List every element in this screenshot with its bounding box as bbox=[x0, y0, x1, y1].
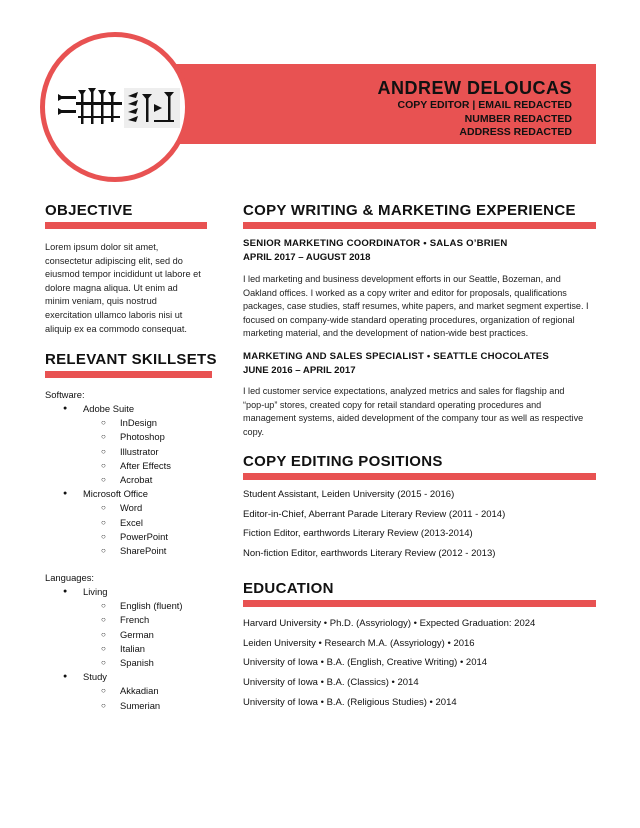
education-item: University of Iowa • B.A. (English, Creative Writing) • 2014 bbox=[243, 657, 488, 669]
objective-line: Lorem ipsum dolor sit amet, bbox=[45, 242, 159, 252]
skill-item: ○ SharePoint bbox=[45, 544, 225, 558]
experience-heading: COPY WRITING & MARKETING EXPERIENCE bbox=[243, 202, 576, 219]
objective-rule bbox=[45, 222, 207, 229]
editing-item: Editor-in-Chief, Aberrant Parade Literary Review (2011 - 2014) bbox=[243, 508, 506, 520]
job-line: I led customer service expectations, analyzed metrics and sales for flagship and bbox=[243, 386, 565, 396]
languages-label: Languages: bbox=[45, 572, 95, 584]
skill-item: ○ Photoshop bbox=[45, 430, 225, 444]
objective-line: aliquip ex ea commodo consequat. bbox=[45, 323, 187, 334]
job-line: I led marketing and business development efforts in our Seattle, Bozeman, and bbox=[243, 274, 561, 284]
skills-rule bbox=[45, 371, 212, 378]
job-description bbox=[243, 385, 595, 439]
objective-line: minim veniam, quis nostrud bbox=[45, 296, 157, 307]
job-line: packages, case studies, staff resumes, white papers, and market segment expertise. I bbox=[243, 301, 589, 312]
software-label: Software: bbox=[45, 389, 85, 400]
contact-line: ADDRESS REDACTED bbox=[459, 126, 572, 138]
skill-group: ● Living bbox=[45, 585, 225, 599]
job-dates: JUNE 2016 – APRIL 2017 bbox=[243, 365, 356, 376]
skill-item: ○ Word bbox=[45, 501, 225, 515]
skills-heading: RELEVANT SKILLSETS bbox=[45, 351, 217, 368]
education-item: Harvard University • Ph.D. (Assyriology) • Expected Graduation: 2024 bbox=[243, 618, 536, 629]
skills-list bbox=[45, 388, 225, 713]
objective-text bbox=[45, 241, 217, 336]
skill-item: ○ Sumerian bbox=[45, 699, 225, 713]
editing-list bbox=[243, 488, 603, 567]
education-heading: EDUCATION bbox=[243, 580, 334, 597]
contact-line: NUMBER REDACTED bbox=[464, 112, 572, 125]
skill-item: ○ Akkadian bbox=[45, 684, 225, 698]
experience-rule bbox=[243, 222, 596, 229]
job-line: management systems, aided development of the company tour as well as respective bbox=[243, 413, 584, 424]
education-rule bbox=[243, 600, 596, 607]
objective-line: eiusmod tempor incididunt ut labore et bbox=[45, 269, 201, 280]
skill-item: ○ Illustrator bbox=[45, 445, 225, 459]
skill-item: ○ Spanish bbox=[45, 656, 225, 670]
contact-line: COPY EDITOR | EMAIL REDACTED bbox=[397, 99, 572, 111]
skill-group: ● Adobe Suite bbox=[45, 402, 225, 416]
editing-rule bbox=[243, 473, 596, 480]
editing-item: Non-fiction Editor, earthwords Literary Review (2012 - 2013) bbox=[243, 548, 496, 560]
skill-item: ○ Excel bbox=[45, 516, 225, 530]
skill-group: ● Microsoft Office bbox=[45, 487, 225, 501]
job-line: “pop-up” stores, created copy for retail standard operating procedures and bbox=[243, 399, 542, 410]
education-item: University of Iowa • B.A. (Classics) • 2014 bbox=[243, 677, 419, 689]
job-line: marketing material, and the development of nation-wide best practices. bbox=[243, 328, 529, 339]
editing-item: Student Assistant, Leiden University (2015 - 2016) bbox=[243, 489, 455, 500]
skill-item: ○ Acrobat bbox=[45, 473, 225, 487]
job-line: focused on company-wide standard operating procedures, organization of regional bbox=[243, 314, 575, 325]
job-title: SENIOR MARKETING COORDINATOR • SALAS O’BRIEN bbox=[243, 238, 508, 249]
skill-item: ○ German bbox=[45, 628, 225, 642]
objective-line: exercitation ullamco laboris nisi ut bbox=[45, 309, 183, 320]
contact-info bbox=[398, 99, 572, 140]
cuneiform-logo-icon bbox=[58, 86, 182, 130]
skill-item: ○ Italian bbox=[45, 642, 225, 656]
education-item: University of Iowa • B.A. (Religious Studies) • 2014 bbox=[243, 696, 457, 708]
candidate-name: ANDREW DELOUCAS bbox=[377, 78, 572, 98]
skill-item: ○ English (fluent) bbox=[45, 599, 225, 613]
job-line: copy. bbox=[243, 426, 265, 437]
editing-item: Fiction Editor, earthwords Literary Review (2013-2014) bbox=[243, 528, 473, 540]
skill-item: ○ French bbox=[45, 613, 225, 627]
editing-heading: COPY EDITING POSITIONS bbox=[243, 453, 443, 470]
skill-item: ○ After Effects bbox=[45, 459, 225, 473]
objective-line: dolore magna aliqua. Ut enim ad bbox=[45, 282, 178, 293]
objective-line: consectetur adipiscing elit, sed do bbox=[45, 255, 183, 266]
job-line: Oakland offices. I worked as a copy writer and editor for proposals, qualifications bbox=[243, 287, 567, 298]
job-description bbox=[243, 273, 595, 341]
job-dates: APRIL 2017 – AUGUST 2018 bbox=[243, 252, 371, 263]
skill-item: ○ InDesign bbox=[45, 416, 225, 430]
education-item: Leiden University • Research M.A. (Assyriology) • 2016 bbox=[243, 637, 475, 649]
objective-heading: OBJECTIVE bbox=[45, 202, 133, 219]
skill-item: ○ PowerPoint bbox=[45, 530, 225, 544]
job-title: MARKETING AND SALES SPECIALIST • SEATTLE CHOCOLATES bbox=[243, 351, 549, 362]
skill-group: ● Study bbox=[45, 670, 225, 684]
education-list bbox=[243, 617, 603, 715]
